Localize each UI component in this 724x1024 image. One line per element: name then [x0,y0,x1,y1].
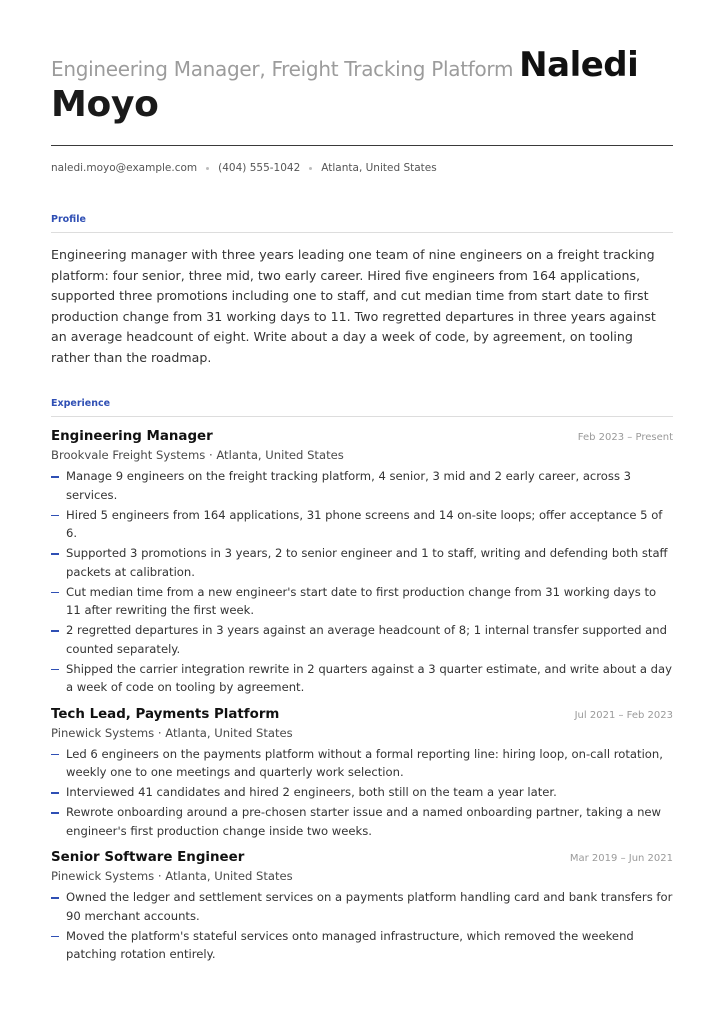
job-entry [51,850,673,964]
header-divider [51,145,673,146]
last-name: Moyo [51,83,159,125]
job-entry [51,707,673,841]
contact-separator-dot [206,167,209,170]
job-bullet: Cut median time from a new engineer's start date to first production change from 31 working days to 11 after rewriting the first week. [51,583,673,620]
experience-section [51,398,673,964]
contact-phone[interactable]: (404) 555-1042 [218,162,301,175]
job-bullet: Owned the ledger and settlement services on a payments platform handling card and bank transfers for 90 merchant accounts. [51,888,673,925]
contact-line [51,162,673,174]
job-title: Senior Software Engineer [51,850,245,866]
resume-header [51,0,673,174]
job-bullet: Moved the platform's stateful services onto managed infrastructure, which removed the weekend patching rotation entirely. [51,927,673,964]
job-bullet-list [51,467,673,697]
section-title-profile: Profile [51,214,86,226]
job-bullet-list [51,745,673,841]
contact-location: Atlanta, United States [321,162,437,175]
job-dates: Feb 2023 – Present [577,432,673,444]
contact-email[interactable]: naledi.moyo@example.com [51,162,198,175]
job-role-title: Engineering Manager, Freight Tracking Platform [51,57,514,81]
job-dates: Mar 2019 – Jun 2021 [569,853,673,865]
first-name: Naledi [519,45,639,85]
job-bullet: Led 6 engineers on the payments platform without a formal reporting line: hiring loop, on-call rotation, weekly one to one meetings and quarterly work selection. [51,745,673,782]
job-header [51,429,673,444]
section-divider [51,232,673,233]
job-title: Engineering Manager [51,429,213,445]
job-bullet-list [51,888,673,964]
profile-section [51,214,673,368]
job-organization: Brookvale Freight Systems · Atlanta, United States [51,448,344,463]
job-organization: Pinewick Systems · Atlanta, United States [51,725,293,740]
job-header [51,707,673,722]
job-dates: Jul 2021 – Feb 2023 [574,709,673,721]
job-list [51,429,673,964]
job-bullet: Interviewed 41 candidates and hired 2 engineers, both still on the team a year later. [51,783,673,802]
job-bullet: 2 regretted departures in 3 years against an average headcount of 8; 1 internal transfer supported and counted separately. [51,621,673,658]
headline [51,45,673,125]
job-bullet: Supported 3 promotions in 3 years, 2 to senior engineer and 1 to staff, writing and defending both staff packets at calibration. [51,544,673,581]
job-title: Tech Lead, Payments Platform [51,706,280,722]
job-bullet: Manage 9 engineers on the freight tracking platform, 4 senior, 3 mid and 2 early career, across 3 services. [51,467,673,504]
section-divider [51,416,673,417]
contact-separator-dot [309,167,312,170]
job-organization: Pinewick Systems · Atlanta, United States [51,869,293,884]
section-title-experience: Experience [51,398,111,410]
job-bullet: Shipped the carrier integration rewrite in 2 quarters against a 3 quarter estimate, and write about a day a week of code on tooling by agreement. [51,660,673,697]
job-bullet: Hired 5 engineers from 164 applications, 31 phone screens and 14 on-site loops; offer acceptance 5 of 6. [51,506,673,543]
profile-summary: Engineering manager with three years leading one team of nine engineers on a freight tracking platform: four senior, three mid, two early career. Hired five engineers from 164 applications, supported three promotions including one to staff, and cut median time from start date to first production change from 31 working days to 11. Two regretted departures in three years against an average headcount of eight. Write about a day a week of code, by agreement, on tooling rather than the roadmap. [51,247,656,365]
job-entry [51,429,673,697]
job-header [51,850,673,865]
job-bullet: Rewrote onboarding around a pre-chosen starter issue and a named onboarding partner, taking a new engineer's first production change inside two weeks. [51,803,673,840]
